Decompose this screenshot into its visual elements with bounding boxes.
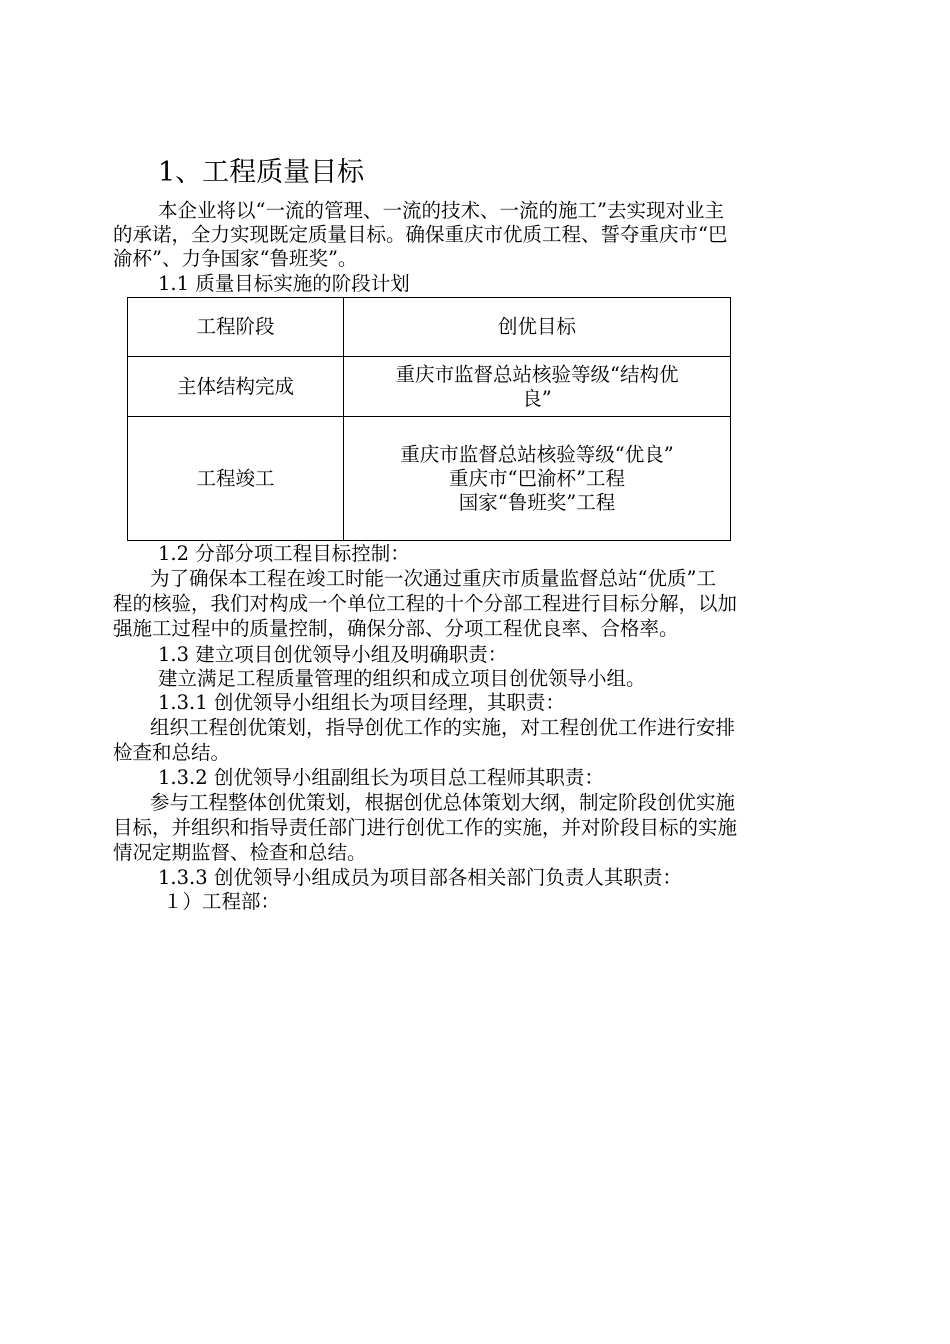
subsection-1-3-1: 1.3.1 创优领导小组组长为项目经理，其职责： (158, 691, 565, 714)
para-1-3: 建立满足工程质量管理的组织和成立项目创优领导小组。 (158, 667, 646, 690)
subsection-1-2: 1.2 分部分项工程目标控制： (158, 542, 410, 565)
table-cell-goal (344, 357, 731, 417)
para-1-3-1-line-1: 组织工程创优策划，指导创优工作的实施，对工程创优工作进行安排 (150, 716, 736, 739)
subsection-1-1: 1.1 质量目标实施的阶段计划 (158, 272, 410, 295)
para-1-3-2-line-3: 情况定期监督、检查和总结。 (113, 841, 367, 864)
intro-line-3: 渝杯”、力争国家“鲁班奖”。 (113, 247, 358, 270)
para-1-3-2-line-1: 参与工程整体创优策划，根据创优总体策划大纲，制定阶段创优实施 (150, 791, 736, 814)
quality-goal-table (127, 297, 731, 541)
para-1-3-1-line-2: 检查和总结。 (113, 741, 231, 764)
intro-line-1: 本企业将以“一流的管理、一流的技术、一流的施工”去实现对业主 (158, 199, 724, 222)
subsection-1-3: 1.3 建立项目创优领导小组及明确职责： (158, 643, 508, 666)
goal-line: 重庆市监督总站核验等级“优良” (400, 442, 674, 466)
subsection-1-3-3: 1.3.3 创优领导小组成员为项目部各相关部门负责人其职责： (158, 866, 682, 889)
goal-line: 重庆市“巴渝杯”工程 (449, 466, 625, 490)
table-header-stage: 工程阶段 (128, 298, 344, 357)
table-header-row (128, 298, 731, 357)
table-header-goal: 创优目标 (344, 298, 731, 357)
para-1-2-line-3: 强施工过程中的质量控制，确保分部、分项工程优良率、合格率。 (113, 617, 679, 640)
para-1-2-line-2: 程的核验，我们对构成一个单位工程的十个分部工程进行目标分解，以加 (113, 592, 738, 615)
goal-line: 良” (522, 386, 552, 410)
table-cell-stage: 主体结构完成 (128, 357, 344, 417)
list-item-engineering-dept: １）工程部： (163, 890, 281, 913)
para-1-3-2-line-2: 目标，并组织和指导责任部门进行创优工作的实施，并对阶段目标的实施 (113, 816, 738, 839)
goal-line: 国家“鲁班奖”工程 (458, 490, 616, 514)
para-1-2-line-1: 为了确保本工程在竣工时能一次通过重庆市质量监督总站“优质”工 (150, 567, 716, 590)
intro-line-2: 的承诺，全力实现既定质量目标。确保重庆市优质工程、誓夺重庆市“巴 (113, 223, 728, 246)
section-heading: 1、工程质量目标 (158, 157, 365, 188)
table-cell-goal (344, 417, 731, 541)
goal-line: 重庆市监督总站核验等级“结构优 (395, 362, 679, 386)
subsection-1-3-2: 1.3.2 创优领导小组副组长为项目总工程师其职责： (158, 766, 604, 789)
table-row (128, 417, 731, 541)
table-row (128, 357, 731, 417)
table-cell-stage: 工程竣工 (128, 417, 344, 541)
